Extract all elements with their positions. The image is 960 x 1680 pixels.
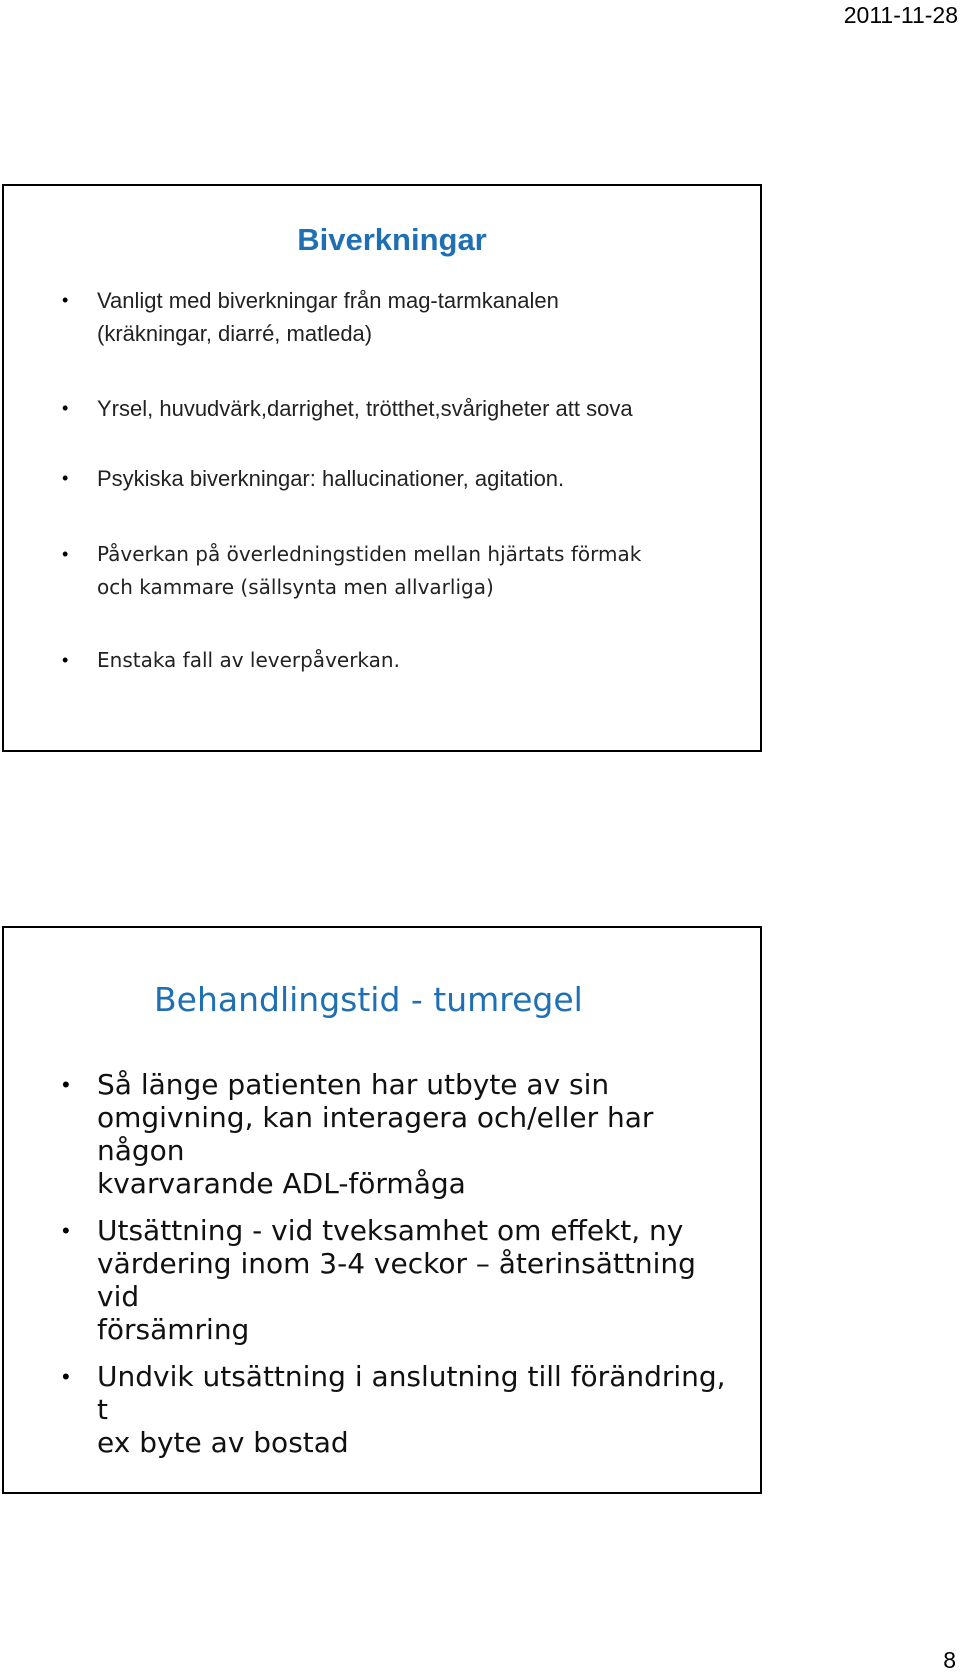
print-date: 2011-11-28: [843, 2, 958, 28]
bullet-text: Psykiska biverkningar: hallucinationer, agitation.: [97, 466, 565, 491]
bullet-dot-icon: •: [62, 468, 69, 488]
bullet-dot-icon: •: [62, 1072, 70, 1097]
bullet-dot-icon: •: [62, 1218, 70, 1243]
bullet-text: Vanligt med biverkningar från mag-tarmkanalen (kräkningar, diarré, matleda): [97, 288, 559, 346]
bullet-text: Enstaka fall av leverpåverkan.: [97, 648, 400, 672]
bullet-dot-icon: •: [62, 650, 69, 670]
bullet-text: Så länge patienten har utbyte av sin omgivning, kan interagera och/eller har någon kvarvarande ADL-förmåga: [97, 1068, 654, 1200]
bullet-text: Påverkan på överledningstiden mellan hjärtats förmak och kammare (sällsynta men allvarliga): [97, 542, 642, 599]
bullet-dot-icon: •: [62, 1364, 70, 1389]
slide-title: Biverkningar: [297, 222, 487, 257]
slide-behandlingstid: [2, 926, 762, 1494]
bullet-dot-icon: •: [62, 398, 69, 418]
bullet-text: Undvik utsättning i anslutning till förändring, t ex byte av bostad: [97, 1360, 726, 1459]
slide-title: Behandlingstid - tumregel: [154, 980, 583, 1019]
bullet-dot-icon: •: [62, 544, 69, 564]
bullet-text: Utsättning - vid tveksamhet om effekt, ny värdering inom 3-4 veckor – återinsättning vid försämring: [97, 1214, 696, 1346]
page-number: 8: [943, 1647, 956, 1673]
bullet-dot-icon: •: [62, 290, 69, 310]
slide-biverkningar: [2, 184, 762, 752]
bullet-text: Yrsel, huvudvärk,darrighet, trötthet,svårigheter att sova: [97, 396, 633, 421]
